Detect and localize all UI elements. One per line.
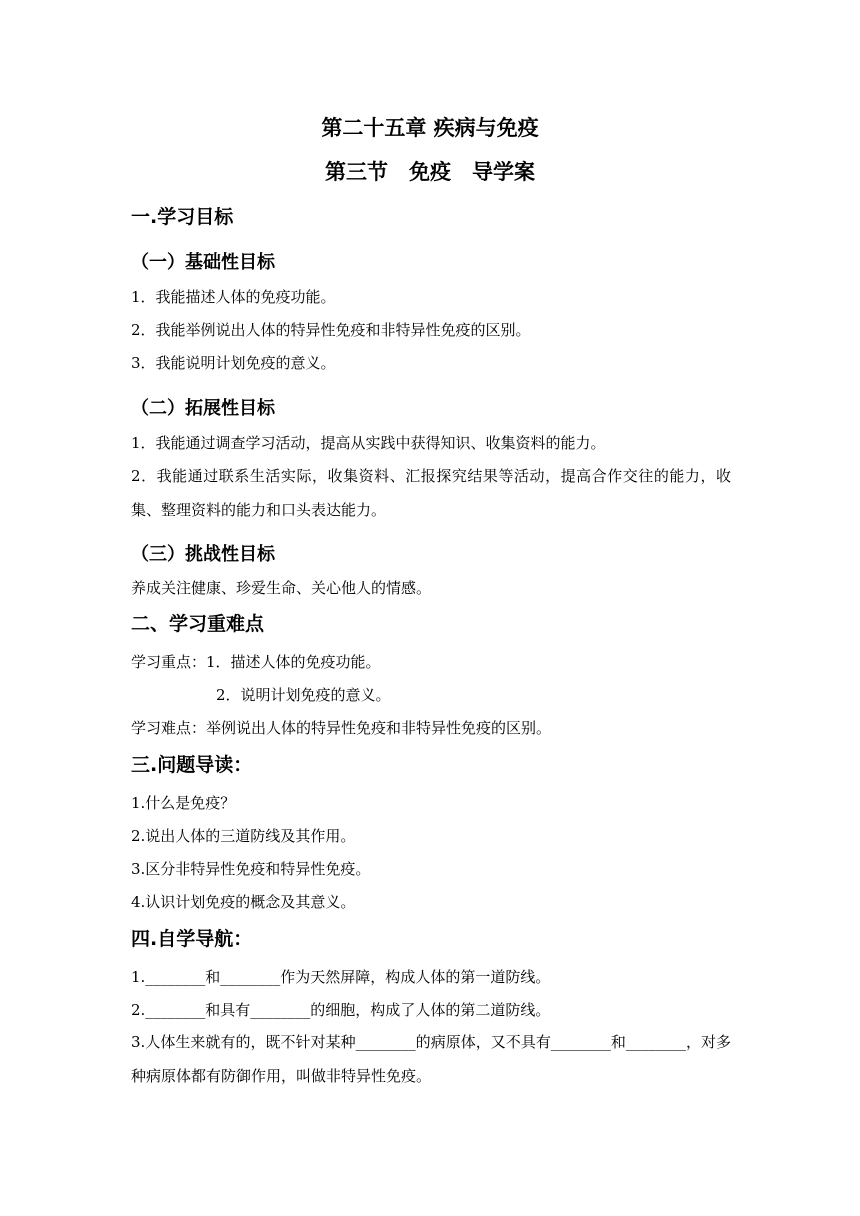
self-study-item: 1.________和________作为天然屏障，构成人体的第一道防线。 bbox=[131, 968, 551, 986]
question-item: 1.什么是免疫？ bbox=[131, 794, 236, 812]
chapter-title: 第二十五章 疾病与免疫 bbox=[321, 116, 539, 140]
question-item: 3.区分非特异性免疫和特异性免疫。 bbox=[131, 860, 371, 878]
challenge-goals-heading: （三）挑战性目标 bbox=[131, 544, 275, 565]
key-point-1: 学习重点：1．描述人体的免疫功能。 bbox=[131, 653, 381, 671]
section-title: 第三节 免疫 导学案 bbox=[325, 160, 535, 184]
self-study-item: 2.________和具有________的细胞，构成了人体的第二道防线。 bbox=[131, 1001, 551, 1019]
self-study-heading: 四.自学导航： bbox=[131, 928, 253, 950]
basic-goals-heading: （一）基础性目标 bbox=[131, 252, 275, 273]
key-point-2: 2．说明计划免疫的意义。 bbox=[216, 686, 391, 704]
difficulty-point: 学习难点：举例说出人体的特异性免疫和非特异性免疫的区别。 bbox=[131, 719, 552, 737]
extended-goal-item: 1．我能通过调查学习活动，提高从实践中获得知识、收集资料的能力。 bbox=[131, 434, 606, 452]
question-guide-heading: 三.问题导读： bbox=[131, 754, 253, 776]
question-item: 4.认识计划免疫的概念及其意义。 bbox=[131, 893, 356, 911]
question-item: 2.说出人体的三道防线及其作用。 bbox=[131, 827, 356, 845]
basic-goal-item: 2．我能举例说出人体的特异性免疫和非特异性免疫的区别。 bbox=[131, 321, 531, 339]
learning-goals-heading: 一.学习目标 bbox=[131, 206, 234, 228]
self-study-item: 3.人体生来就有的，既不针对某种________的病原体，又不具有________和________，对多种病原体都有防御作用，叫做非特异性免疫。 bbox=[131, 1033, 731, 1085]
basic-goal-item: 3．我能说明计划免疫的意义。 bbox=[131, 354, 336, 372]
basic-goal-item: 1．我能描述人体的免疫功能。 bbox=[131, 288, 336, 306]
challenge-goal-text: 养成关注健康、珍爱生命、关心他人的情感。 bbox=[131, 579, 432, 597]
extended-goal-item: 2．我能通过联系生活实际，收集资料、汇报探究结果等活动，提高合作交往的能力，收集、整理资料的能力和口头表达能力。 bbox=[131, 467, 731, 519]
key-difficulty-heading: 二、学习重难点 bbox=[131, 613, 265, 635]
extended-goals-heading: （二）拓展性目标 bbox=[131, 398, 275, 419]
